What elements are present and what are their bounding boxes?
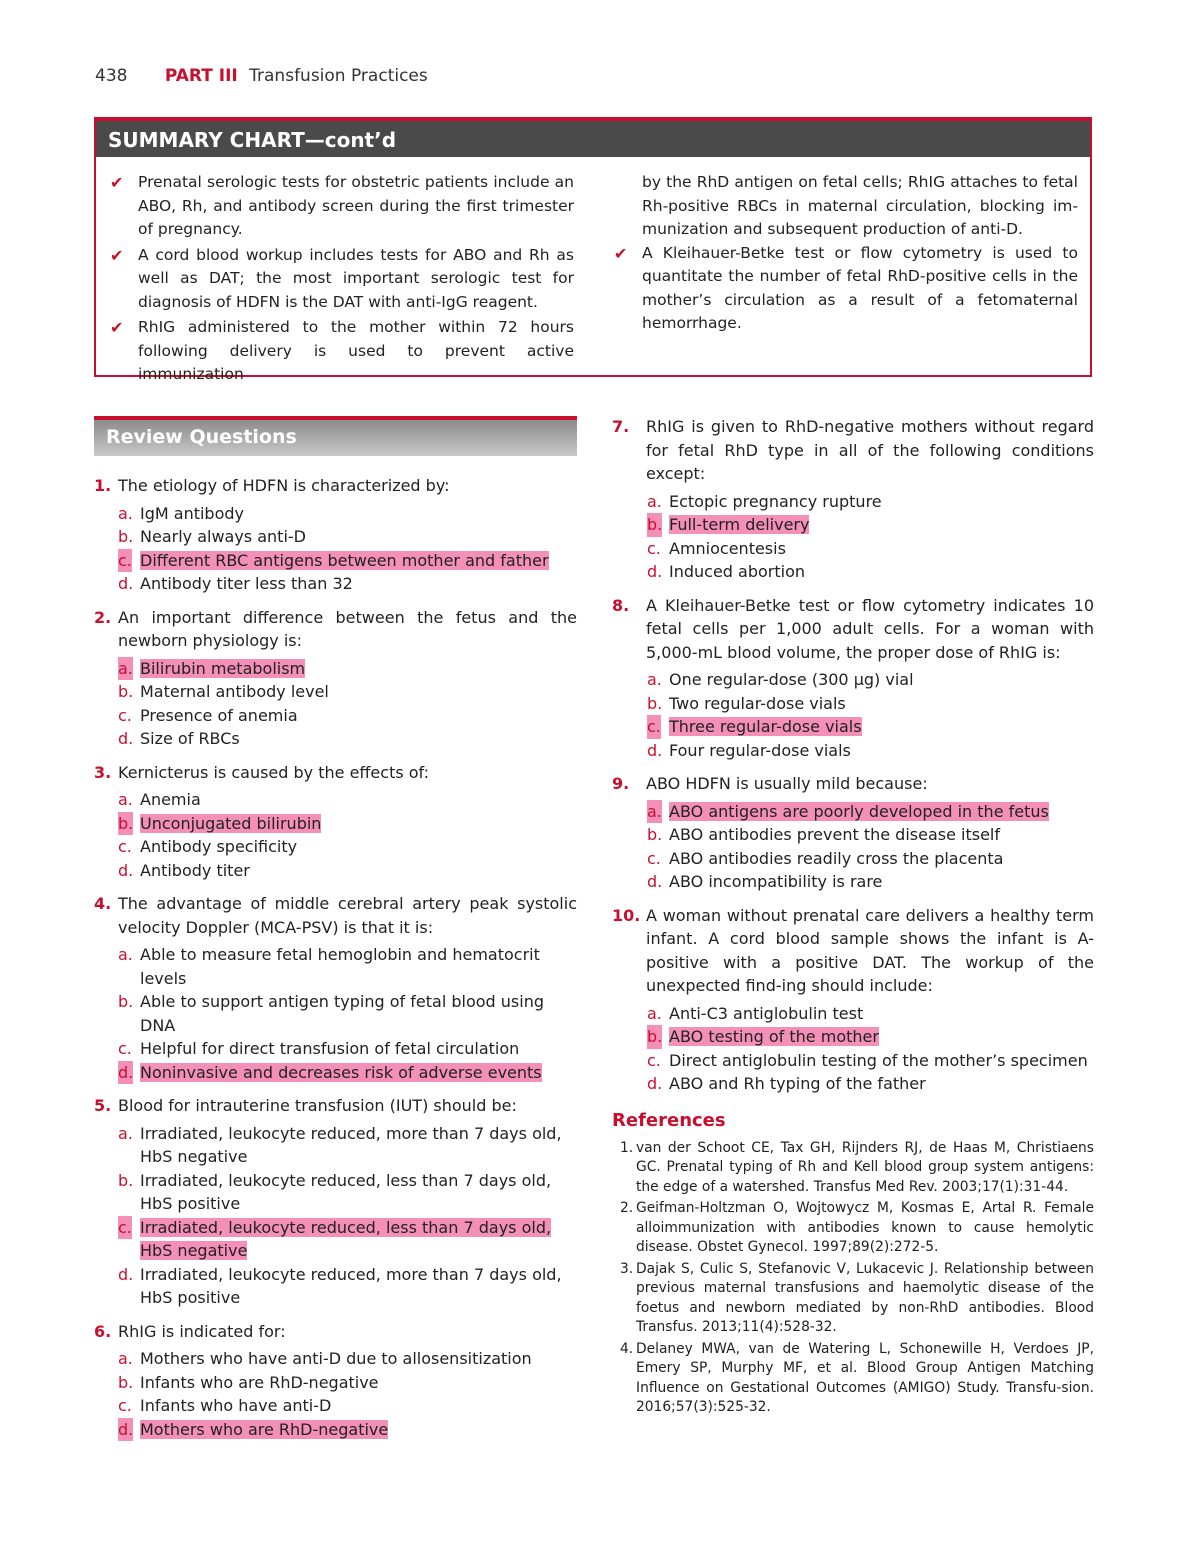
option-letter: d. xyxy=(647,562,663,581)
summary-continuation-text: by the RhD antigen on fetal cells; RhIG attaches to fetal Rh-positive RBCs in maternal circulation, blocking im-munization and subsequent production of anti-D. xyxy=(642,173,1078,238)
question-6 xyxy=(94,1320,577,1442)
option-text: Bilirubin metabolism xyxy=(140,658,306,678)
option-letter: d. xyxy=(118,729,134,748)
option-text: Irradiated, leukocyte reduced, more than 7 days old, HbS positive xyxy=(140,1264,562,1307)
reference-number: 4. xyxy=(620,1340,634,1357)
option-text: Nearly always anti-D xyxy=(140,527,306,546)
question-4 xyxy=(94,892,577,1084)
option-letter: d. xyxy=(647,1074,663,1093)
summary-bullet-text: A cord blood workup includes tests for ABO and Rh as well as DAT; the most important serologic test for diagnosis of HDFN is the DAT with anti-IgG reagent. xyxy=(138,245,574,311)
option-text: Able to support antigen typing of fetal blood using DNA xyxy=(140,992,544,1035)
question-text: The etiology of HDFN is characterized by: xyxy=(118,476,450,495)
answer-option xyxy=(94,1371,577,1395)
answer-option-highlighted xyxy=(94,1061,577,1085)
question-text: A Kleihauer-Betke test or flow cytometry indicates 10 fetal cells per 1,000 adult cells. For a woman with 5,000-mL blood volume, the proper dose of RhIG is: xyxy=(646,595,1094,662)
option-text: Presence of anemia xyxy=(140,705,298,725)
option-letter: a. xyxy=(647,800,662,824)
summary-bullet-text: Prenatal serologic tests for obstetric patients include an ABO, Rh, and antibody screen during the first trimester of pregnancy. xyxy=(138,173,574,238)
option-text: Antibody titer less than 32 xyxy=(140,574,353,593)
option-text: ABO antibodies readily cross the placenta xyxy=(669,848,1004,868)
question-9 xyxy=(612,772,1094,894)
answer-option-highlighted xyxy=(612,800,1094,824)
option-text: Two regular-dose vials xyxy=(669,693,846,713)
option-letter: b. xyxy=(118,682,134,701)
answer-option xyxy=(94,1037,577,1061)
option-text: Anti-C3 antiglobulin test xyxy=(669,1003,864,1023)
answer-option xyxy=(612,668,1094,692)
answer-option-highlighted xyxy=(94,1418,577,1442)
summary-chart-box xyxy=(94,117,1092,383)
reference-number: 2. xyxy=(620,1200,634,1216)
question-number: 1. xyxy=(94,476,112,495)
answer-option-highlighted xyxy=(94,657,577,681)
answer-option xyxy=(612,490,1094,514)
option-text: Four regular-dose vials xyxy=(669,740,851,760)
question-text: An important difference between the fetus and the newborn physiology is: xyxy=(118,607,577,650)
answer-option xyxy=(94,727,577,751)
reference-item xyxy=(612,1199,1094,1258)
answer-option xyxy=(612,847,1094,871)
reference-text: Delaney MWA, van de Watering L, Schonewille H, Verdoes JP, Emery SP, Murphy MF, et al. Blood Group Antigen Matching Influence on Gestational Outcomes (AMIGO) Study. Transfu-sion. 2016;57(3):525-32. xyxy=(636,1340,1094,1415)
question-number: 6. xyxy=(94,1321,112,1341)
answer-option xyxy=(612,870,1094,894)
option-text: ABO antibodies prevent the disease itself xyxy=(669,825,1001,844)
question-text: The advantage of middle cerebral artery peak systolic velocity Doppler (MCA-PSV) is that it is: xyxy=(118,894,577,937)
answer-option-highlighted xyxy=(612,513,1094,537)
option-text: Anemia xyxy=(140,790,201,809)
question-8 xyxy=(612,594,1094,763)
answer-option xyxy=(612,1072,1094,1096)
option-text: Helpful for direct transfusion of fetal circulation xyxy=(140,1039,520,1058)
reference-text: Dajak S, Culic S, Stefanovic V, Lukacevic J. Relationship between previous maternal transfusions and haemolytic disease of the foetus and newborn mediated by non-RhD antibodies. Blood Transfus. 2013;11(4):528-32. xyxy=(636,1260,1094,1335)
question-2 xyxy=(94,606,577,751)
answer-option-highlighted xyxy=(94,812,577,836)
option-text: Irradiated, leukocyte reduced, more than 7 days old, HbS negative xyxy=(140,1123,562,1166)
option-letter: a. xyxy=(647,670,662,689)
answer-option xyxy=(94,859,577,883)
option-letter: a. xyxy=(647,1003,662,1023)
option-text: Different RBC antigens between mother and father xyxy=(140,550,549,570)
option-letter: c. xyxy=(118,1216,132,1240)
reference-text: Geifman-Holtzman O, Wojtowycz M, Kosmas E, Artal R. Female alloimmunization with antibodies known to cause hemolytic disease. Obstet Gynecol. 1997;89(2):272-5. xyxy=(636,1200,1094,1255)
answer-option xyxy=(612,1002,1094,1026)
option-letter: a. xyxy=(118,790,133,809)
option-letter: c. xyxy=(118,549,132,573)
answer-option xyxy=(94,1122,577,1169)
option-letter: b. xyxy=(118,1170,134,1190)
question-number: 10. xyxy=(612,905,641,925)
option-text: Three regular-dose vials xyxy=(669,717,862,736)
reference-item xyxy=(612,1340,1094,1418)
left-column xyxy=(94,416,577,1451)
option-letter: a. xyxy=(118,1349,133,1368)
question-stem xyxy=(612,415,1094,486)
option-text: ABO and Rh typing of the father xyxy=(669,1074,926,1093)
option-text: Maternal antibody level xyxy=(140,682,329,701)
answer-option xyxy=(94,943,577,990)
option-text: ABO testing of the mother xyxy=(669,1027,879,1046)
option-text: Infants who are RhD-negative xyxy=(140,1372,379,1392)
option-text: Ectopic pregnancy rupture xyxy=(669,491,882,511)
review-questions-title: Review Questions xyxy=(94,416,577,456)
option-text: Amniocentesis xyxy=(669,538,786,558)
question-stem xyxy=(94,606,577,653)
question-10 xyxy=(612,904,1094,1096)
summary-bullet-item xyxy=(108,171,574,242)
question-stem xyxy=(94,474,577,498)
option-letter: c. xyxy=(118,1039,132,1058)
question-7 xyxy=(612,415,1094,584)
option-text: IgM antibody xyxy=(140,503,244,523)
check-icon: ✔ xyxy=(614,243,628,263)
running-header xyxy=(95,66,428,86)
option-letter: c. xyxy=(118,837,132,856)
reference-text: van der Schoot CE, Tax GH, Rijnders RJ, de Haas M, Christiaens GC. Prenatal typing of Rh and Kell blood group system antigens: the edge of a watershed. Transfus Med Rev. 2003;17(1):31-44. xyxy=(636,1139,1094,1195)
option-text: Irradiated, leukocyte reduced, less than 7 days old, HbS positive xyxy=(140,1170,552,1213)
option-letter: d. xyxy=(118,1264,134,1284)
answer-option xyxy=(94,704,577,728)
option-text: Irradiated, leukocyte reduced, less than 7 days old, HbS negative xyxy=(140,1217,552,1260)
summary-right-column xyxy=(612,171,1078,389)
option-letter: b. xyxy=(118,992,134,1011)
question-3 xyxy=(94,761,577,883)
check-icon: ✔ xyxy=(110,245,124,265)
answer-option xyxy=(94,788,577,812)
option-text: Induced abortion xyxy=(669,562,806,581)
option-letter: b. xyxy=(647,1025,662,1049)
question-number: 7. xyxy=(612,417,630,436)
option-letter: c. xyxy=(647,538,661,558)
option-text: Mothers who are RhD-negative xyxy=(140,1419,389,1439)
answer-option xyxy=(94,1169,577,1216)
question-text: Blood for intrauterine transfusion (IUT) should be: xyxy=(118,1096,517,1115)
answer-option xyxy=(612,692,1094,716)
question-number: 2. xyxy=(94,607,112,627)
summary-bullet-item xyxy=(612,242,1078,336)
question-number: 3. xyxy=(94,762,112,782)
option-letter: c. xyxy=(118,705,132,725)
option-letter: a. xyxy=(647,491,662,511)
question-text: RhIG is indicated for: xyxy=(118,1321,286,1341)
question-number: 5. xyxy=(94,1096,112,1115)
answer-option xyxy=(94,1263,577,1310)
answer-option xyxy=(94,835,577,859)
option-text: Unconjugated bilirubin xyxy=(140,813,322,833)
option-letter: b. xyxy=(647,693,663,713)
question-number: 4. xyxy=(94,894,112,913)
option-text: Direct antiglobulin testing of the mother’s specimen xyxy=(669,1050,1088,1070)
option-letter: c. xyxy=(118,1396,132,1415)
option-text: Full-term delivery xyxy=(669,515,810,534)
answer-option xyxy=(612,823,1094,847)
option-letter: b. xyxy=(118,812,133,836)
answer-option xyxy=(94,572,577,596)
question-stem xyxy=(612,594,1094,665)
reference-number: 1. xyxy=(620,1139,634,1156)
option-letter: d. xyxy=(118,1418,133,1442)
reference-number: 3. xyxy=(620,1260,634,1277)
check-icon: ✔ xyxy=(110,318,124,337)
answer-option-highlighted xyxy=(94,549,577,573)
reference-item xyxy=(612,1260,1094,1338)
right-column xyxy=(612,415,1094,1420)
option-text: ABO antigens are poorly developed in the fetus xyxy=(669,801,1049,821)
answer-option-highlighted xyxy=(612,1025,1094,1049)
question-5 xyxy=(94,1094,577,1310)
question-text: Kernicterus is caused by the effects of: xyxy=(118,762,430,782)
summary-bullet-text: A Kleihauer-Betke test or flow cytometry is used to quantitate the number of fetal RhD-positive cells in the mother’s circulation as a result of a fetomaternal hemorrhage. xyxy=(642,243,1078,332)
part-label: PART III xyxy=(164,66,238,86)
answer-option xyxy=(612,1049,1094,1073)
option-text: Able to measure fetal hemoglobin and hematocrit levels xyxy=(140,945,540,988)
check-icon: ✔ xyxy=(110,173,124,192)
question-text: A woman without prenatal care delivers a healthy term infant. A cord blood sample shows the infant is A-positive with a positive DAT. The workup of the unexpected find-ing should include: xyxy=(646,905,1094,995)
question-1 xyxy=(94,474,577,596)
option-text: Antibody titer xyxy=(140,860,250,880)
answer-option xyxy=(612,739,1094,763)
option-letter: d. xyxy=(118,860,134,880)
option-letter: b. xyxy=(647,825,663,844)
answer-option xyxy=(94,680,577,704)
page-number: 438 xyxy=(95,66,128,86)
answer-option xyxy=(94,1394,577,1418)
option-text: One regular-dose (300 μg) vial xyxy=(669,670,914,689)
answer-option xyxy=(94,990,577,1037)
section-title: Transfusion Practices xyxy=(249,66,428,86)
option-letter: c. xyxy=(647,715,661,739)
question-stem xyxy=(612,772,1094,796)
option-letter: a. xyxy=(118,503,133,523)
answer-option xyxy=(94,1347,577,1371)
question-stem xyxy=(94,892,577,939)
question-number: 9. xyxy=(612,774,630,793)
summary-bullet-text: RhIG administered to the mother within 72 hours following delivery is used to prevent active immunization xyxy=(138,318,574,383)
option-text: Antibody specificity xyxy=(140,837,298,856)
question-stem xyxy=(94,1320,577,1344)
question-text: ABO HDFN is usually mild because: xyxy=(646,774,928,793)
answer-option xyxy=(612,560,1094,584)
option-text: Mothers who have anti-D due to allosensitization xyxy=(140,1349,532,1368)
option-text: Size of RBCs xyxy=(140,729,240,748)
answer-option xyxy=(612,537,1094,561)
reference-item xyxy=(612,1139,1094,1198)
option-letter: d. xyxy=(647,740,663,760)
summary-chart-title: SUMMARY CHART—cont’d xyxy=(96,117,1090,157)
option-letter: d. xyxy=(118,574,134,593)
option-letter: b. xyxy=(647,513,662,537)
option-letter: a. xyxy=(118,657,133,681)
summary-bullet-item xyxy=(108,244,574,315)
option-letter: a. xyxy=(118,1123,133,1143)
option-text: Infants who have anti-D xyxy=(140,1396,332,1415)
option-text: ABO incompatibility is rare xyxy=(669,872,883,891)
answer-option-highlighted xyxy=(612,715,1094,739)
option-letter: c. xyxy=(647,1050,661,1070)
option-letter: c. xyxy=(647,848,661,868)
answer-option xyxy=(94,525,577,549)
option-letter: d. xyxy=(118,1061,133,1085)
summary-left-column xyxy=(108,171,574,389)
option-letter: b. xyxy=(118,1372,134,1392)
option-letter: d. xyxy=(647,872,663,891)
option-letter: a. xyxy=(118,945,133,964)
answer-option xyxy=(94,502,577,526)
summary-bullet-item xyxy=(108,316,574,387)
question-stem xyxy=(94,1094,577,1118)
question-stem xyxy=(612,904,1094,998)
question-text: RhIG is given to RhD-negative mothers without regard for fetal RhD type in all of the following conditions except: xyxy=(646,417,1094,483)
question-stem xyxy=(94,761,577,785)
question-number: 8. xyxy=(612,595,630,615)
option-letter: b. xyxy=(118,527,134,546)
option-text: Noninvasive and decreases risk of adverse events xyxy=(140,1062,542,1082)
answer-option-highlighted xyxy=(94,1216,577,1263)
references-title: References xyxy=(612,1109,726,1131)
